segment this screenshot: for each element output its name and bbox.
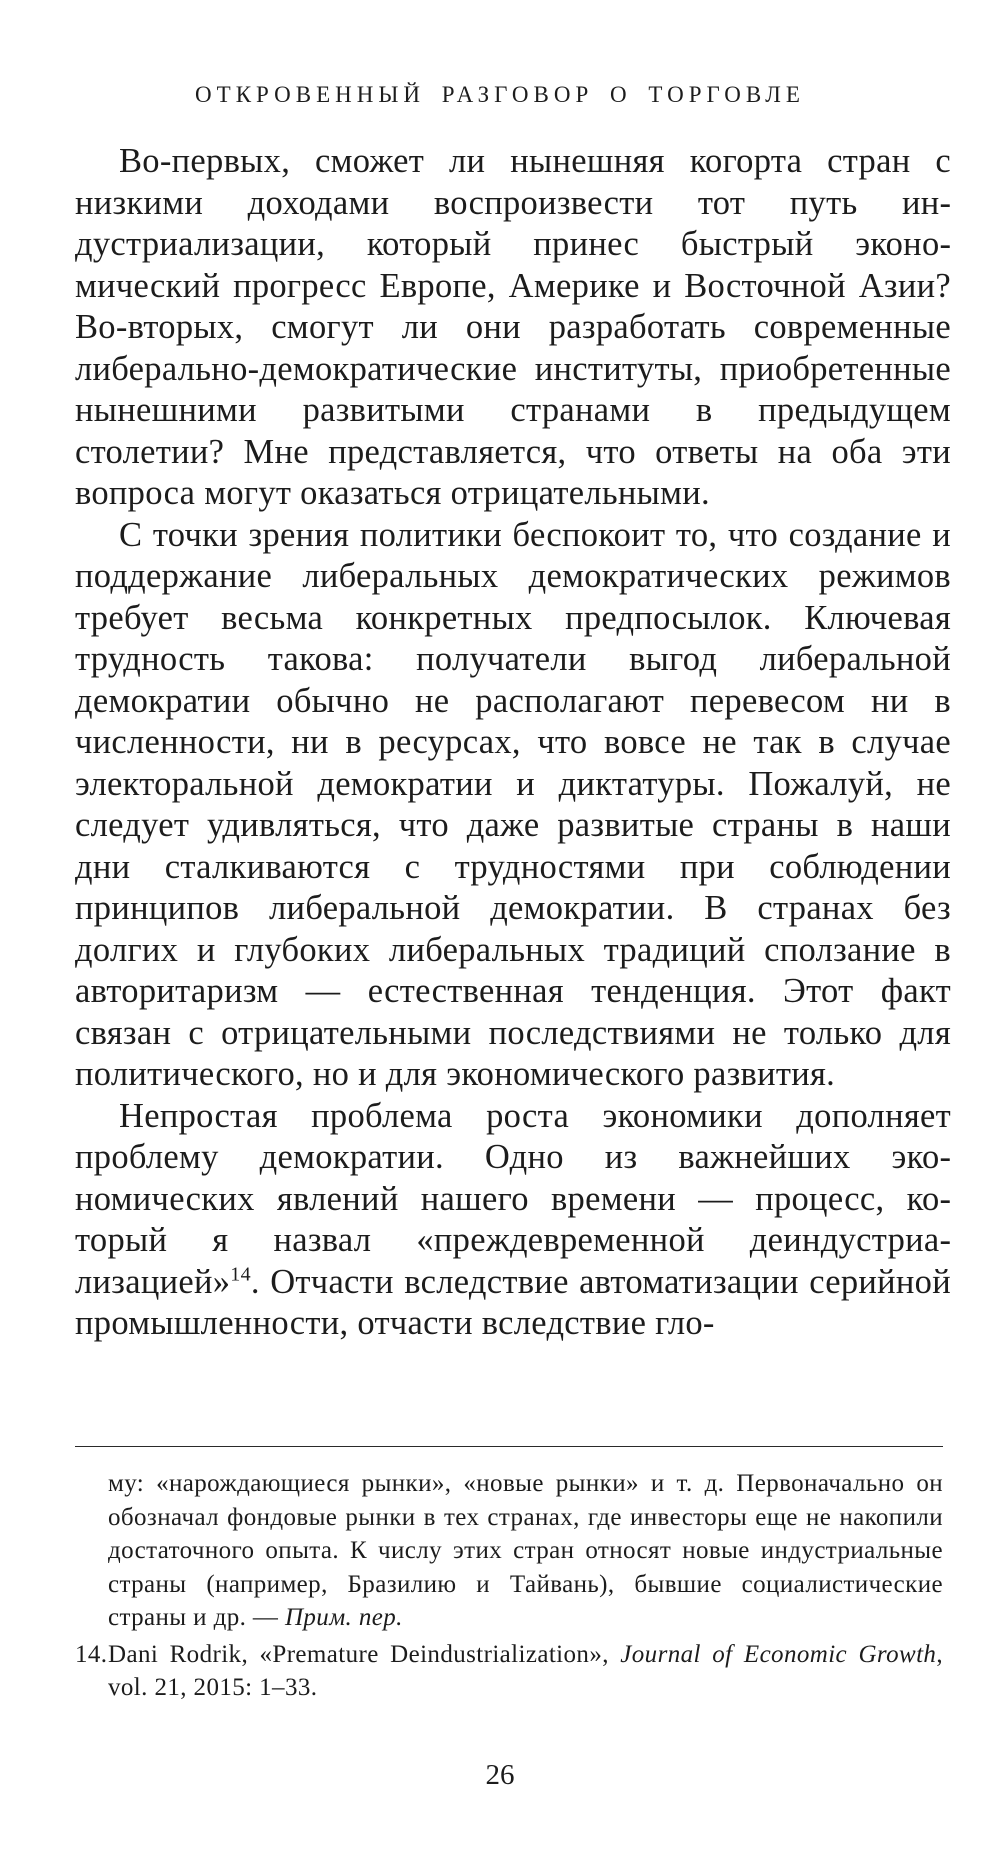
footnote-text: му: «нарождающиеся рынки», «новые рынки» и т. д. Первоначально он обозначал фондовые рынки в тех странах, где инвесторы еще не накопили достаточного опыта. К числу этих стран относят новые индустриальные страны (например, Бразилию и Тайвань), бывшие социалистические страны и др. — [108,1470,943,1631]
paragraph-text: Непростая проблема роста экономики дополняет проблему демократии. Одно из важнейших экономических явлений нашего времени — процесс, который я назвал «преждевременной деиндустриализацией» [75,1096,951,1301]
footnote-14 [75,1638,943,1705]
footnote-separator [75,1446,943,1447]
paragraph: С точки зрения политики беспокоит то, что создание и поддержание либеральных демократических режимов требует весьма конкретных предпосылок. Ключевая трудность такова: получатели выгод либеральной демократии обычно не располагают перевесом ни в численности, ни в ресурсах, что вовсе не так в случае электоральной демократии и диктатуры. Пожалуй, не следует удивляться, что даже развитые страны в наши дни сталкиваются с трудностями при соблюдении принципов либеральной демократии. В странах без долгих и глубоких либеральных традиций сползание в авторитаризм — естественная тенденция. Этот факт связан с отрицательными последствиями не только для политического, но и для экономического развития. [75,515,951,1093]
paragraph: Во-первых, сможет ли нынешняя когорта стран с низкими доходами воспроизвести тот путь индустриализации, который принес быстрый экономический прогресс Европе, Америке и Восточной Азии? Во-вторых, смогут ли они разработать современные либерально-демократические институты, приобретенные нынешними развитыми странами в предыдущем столетии? Мне представляется, что ответы на оба эти вопроса могут оказаться отрицательными. [75,142,951,512]
footnotes [75,1467,943,1705]
footnote-continuation [75,1467,943,1635]
page-number: 26 [485,1759,515,1791]
paragraph [75,1096,951,1345]
citation-author-title: Dani Rodrik, «Premature Deindustrialization», [108,1640,621,1668]
running-header: ОТКРОВЕННЫЙ РАЗГОВОР О ТОРГОВЛЕ [195,82,805,107]
main-text [75,141,951,1345]
footnote-reference[interactable]: 14 [230,1263,251,1285]
footnote-number: 14. [75,1640,108,1668]
translator-note: Прим. пер. [284,1604,403,1631]
citation-details: , vol. 21, 2015: 1–33. [108,1640,943,1701]
paragraph-text: . Отчасти вследствие автоматизации серийной промышленности, отчасти вследствие гло- [75,1262,951,1342]
footnote-text [108,1638,943,1705]
citation-journal: Journal of Economic Growth [620,1640,937,1668]
